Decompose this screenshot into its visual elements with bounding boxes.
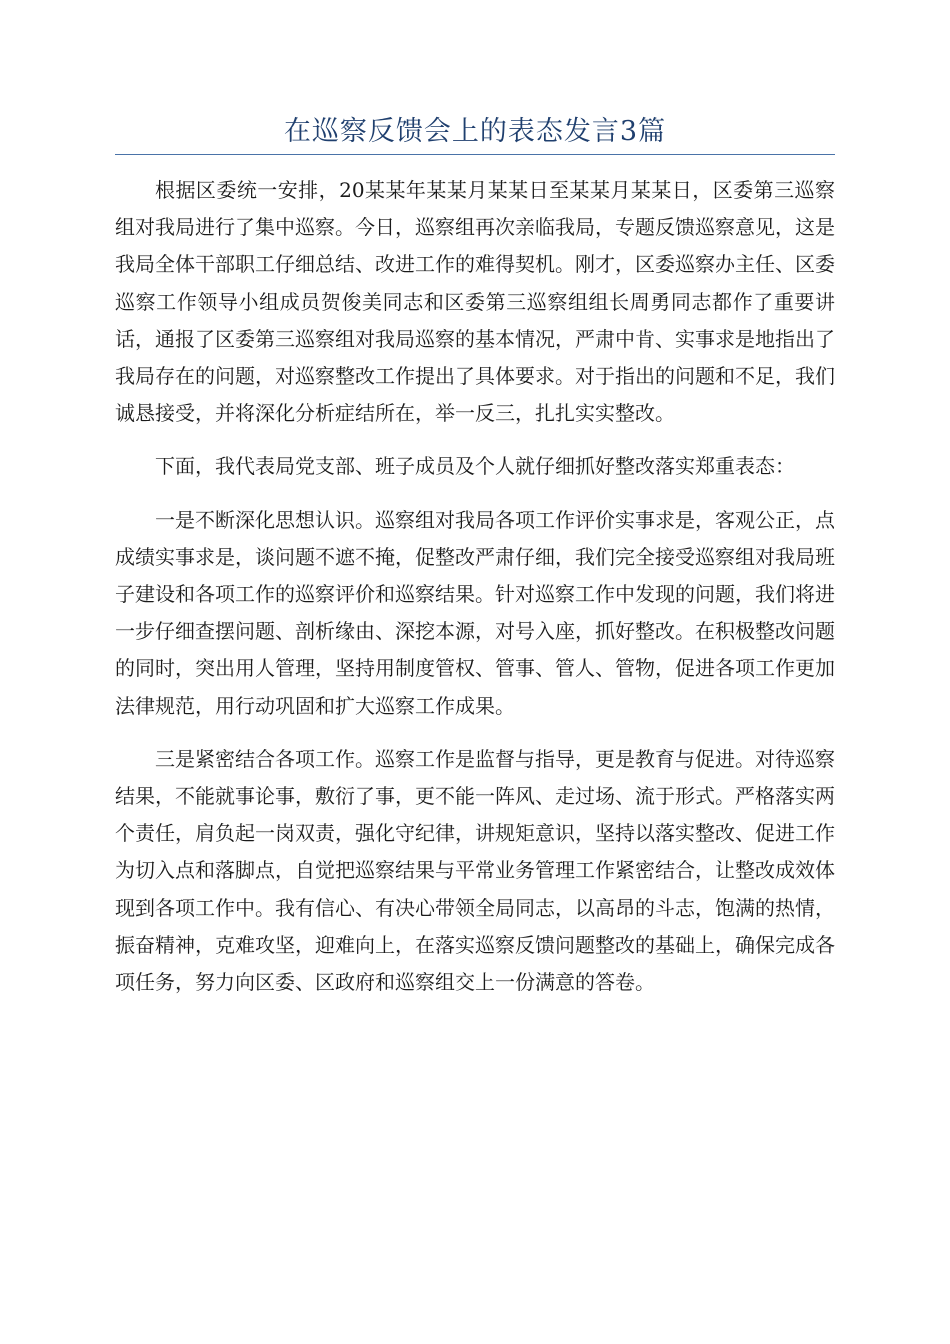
paragraph-point-three: 三是紧密结合各项工作。巡察工作是监督与指导，更是教育与促进。对待巡察结果，不能就事论事，敷衍了事，更不能一阵风、走过场、流于形式。严格落实两个责任，肩负起一岗双责，强化守纪律，讲规矩意识，坚持以落实整改、促进工作为切入点和落脚点，自觉把巡察结果与平常业务管理工作紧密结合，让整改成效体现到各项工作中。我有信心、有决心带领全局同志，以高昂的斗志，饱满的热情，振奋精神，克难攻坚，迎难向上，在落实巡察反馈问题整改的基础上，确保完成各项任务，努力向区委、区政府和巡察组交上一份满意的答卷。 [115,746,835,995]
paragraph-statement: 下面，我代表局党支部、班子成员及个人就仔细抓好整改落实郑重表态： [155,454,795,479]
paragraph-intro: 根据区委统一安排，20某某年某某月某某日至某某月某某日，区委第三巡察组对我局进行了集中巡察。今日，巡察组再次亲临我局，专题反馈巡察意见，这是我局全体干部职工仔细总结、改进工作的难得契机。刚才，区委巡察办主任、区委巡察工作领导小组成员贺俊美同志和区委第三巡察组组长周勇同志都作了重要讲话，通报了区委第三巡察组对我局巡察的基本情况，严肃中肯、实事求是地指出了我局存在的问题，对巡察整改工作提出了具体要求。对于指出的问题和不足，我们诚恳接受，并将深化分析症结所在，举一反三，扎扎实实整改。 [115,178,835,426]
document-body [115,172,835,1017]
paragraph-point-one: 一是不断深化思想认识。巡察组对我局各项工作评价实事求是，客观公正，点成绩实事求是，谈问题不遮不掩，促整改严肃仔细，我们完全接受巡察组对我局班子建设和各项工作的巡察评价和巡察结果。针对巡察工作中发现的问题，我们将进一步仔细查摆问题、剖析缘由、深挖本源，对号入座，抓好整改。在积极整改问题的同时，突出用人管理，坚持用制度管权、管事、管人、管物，促进各项工作更加法律规范，用行动巩固和扩大巡察工作成果。 [115,507,835,718]
document-title: 在巡察反馈会上的表态发言3篇 [283,116,667,147]
title-underline [115,154,835,155]
